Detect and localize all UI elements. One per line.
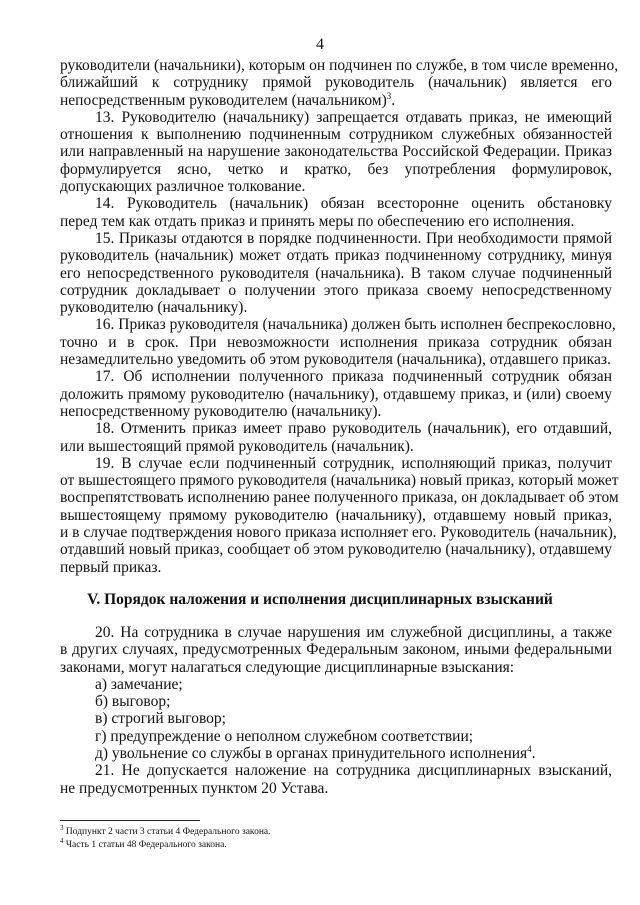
footnote-text: Часть 1 статьи 48 Федерального закона. <box>63 840 227 850</box>
text-line: 17. Об исполнении полученного приказа подчиненный сотрудник обязан <box>95 368 612 386</box>
paragraph <box>60 109 612 195</box>
paragraph <box>60 420 612 455</box>
page-number: 4 <box>316 36 324 53</box>
text-line: непосредственному руководителю (начальнику). <box>60 402 382 420</box>
text-line: воспрепятствовать исполнению ранее полученного приказа, он докладывает об этом <box>60 489 619 507</box>
body-text-lower <box>60 624 612 797</box>
paragraph <box>60 454 619 576</box>
paragraph <box>60 57 619 109</box>
list-item <box>60 676 612 693</box>
text-line: или вышестоящий прямой руководитель (начальник). <box>60 437 414 455</box>
list-item <box>60 710 612 727</box>
text-line: не предусмотренных пунктом 20 Устава. <box>60 779 329 797</box>
text-line: 18. Отменить приказ имеет право руководитель (начальник), его отдавший, <box>95 420 612 438</box>
text-line: законами, могут налагаться следующие дисциплинарные взыскания: <box>60 658 515 676</box>
list-item <box>60 728 612 745</box>
text-line: доложить прямому руководителю (начальнику), отдавшему приказ, и (или) своему <box>60 385 612 403</box>
footnote-reference[interactable]: 4 <box>527 744 532 755</box>
text-line: б) выговор; <box>95 693 171 711</box>
text-line: г) предупреждение о неполном служебном соответствии; <box>95 727 474 745</box>
list-item <box>60 693 612 710</box>
paragraph <box>60 230 612 316</box>
text-line: отдавший новый приказ, сообщает об этом руководителю (начальнику), отдавшему <box>60 541 612 559</box>
text-line: незамедлительно уведомить об этом руководителя (начальника), отдавшего приказ. <box>60 351 611 369</box>
text-line: в других случаях, предусмотренных Федеральным законом, иными федеральными <box>60 641 612 659</box>
text-line: от вышестоящего прямого руководителя (начальника) новый приказ, который может <box>60 472 619 490</box>
footnote-divider <box>60 820 200 821</box>
text-line: сотрудник докладывает о получении этого приказа своему непосредственному <box>60 281 612 299</box>
text-line: перед тем как отдать приказ и принять меры по обеспечению его исполнения. <box>60 212 575 230</box>
paragraph <box>60 762 612 797</box>
body-text-upper <box>60 57 619 576</box>
text-line: непосредственным руководителем (начальником)$^3$. <box>60 90 396 109</box>
text-line: вышестоящему прямому руководителю (начальнику), отдавшему новый приказ, <box>60 506 612 524</box>
text-line: руководитель (начальник) может отдать приказ подчиненному сотруднику, минуя <box>60 247 612 265</box>
text-line: в) строгий выговор; <box>95 710 226 728</box>
list-item <box>60 745 612 762</box>
text-line: и в случае подтверждения нового приказа исполняет его. Руководитель (начальник), <box>60 524 617 542</box>
footnote-text: Подпункт 2 части 3 статьи 4 Федерального закона. <box>63 827 271 837</box>
text-line: 20. На сотрудника в случае нарушения им служебной дисциплины, а также <box>95 624 612 641</box>
text-line: его непосредственного руководителя (начальника). В таком случае подчиненный <box>60 264 612 282</box>
paragraph <box>60 316 616 369</box>
text-line: д) увольнение со службы в органах принудительного исполнения$^4$. <box>95 744 536 763</box>
footnote-mark: 4 <box>60 837 64 845</box>
text-line: 19. В случае если подчиненный сотрудник, исполняющий приказ, получит <box>95 454 612 472</box>
text-line: формулируется ясно, четко и кратко, без употребления формулировок, <box>60 160 612 178</box>
text-line: руководители (начальники), которым он подчинен по службе, в том числе временно, <box>60 57 619 74</box>
text-line: 21. Не допускается наложение на сотрудника дисциплинарных взысканий, <box>95 762 612 780</box>
text-line: первый приказ. <box>60 558 162 576</box>
text-line: 14. Руководитель (начальник) обязан всесторонне оценить обстановку <box>95 195 612 213</box>
text-line: 13. Руководителю (начальнику) запрещается отдавать приказ, не имеющий <box>95 108 612 126</box>
footnotes <box>60 826 271 852</box>
footnote-reference[interactable]: 3 <box>386 90 392 101</box>
text-line: или направленный на нарушение законодательства Российской Федерации. Приказ <box>60 143 612 161</box>
footnote-mark: 3 <box>60 824 64 832</box>
paragraph <box>60 195 612 230</box>
text-line: 15. Приказы отдаются в порядке подчиненности. При необходимости прямой <box>95 229 612 247</box>
section-heading: V. Порядок наложения и исполнения дисциплинарных взысканий <box>87 591 553 608</box>
paragraph <box>60 368 612 420</box>
text-line: отношения к выполнению подчиненным сотрудником служебных обязанностей <box>60 126 612 144</box>
paragraph <box>60 624 612 676</box>
text-line: а) замечание; <box>95 675 183 693</box>
text-line: 16. Приказ руководителя (начальника) должен быть исполнен беспрекословно, <box>95 316 616 334</box>
footnote-4 <box>60 839 271 852</box>
text-line: допускающих различное толкование. <box>60 178 306 196</box>
text-line: ближайший к сотруднику прямой руководитель (начальник) является его <box>60 74 612 92</box>
footnote-3 <box>60 826 271 839</box>
text-line: руководителю (начальнику). <box>60 299 248 317</box>
text-line: точно и в срок. При невозможности исполнения приказа сотрудник обязан <box>60 333 612 351</box>
